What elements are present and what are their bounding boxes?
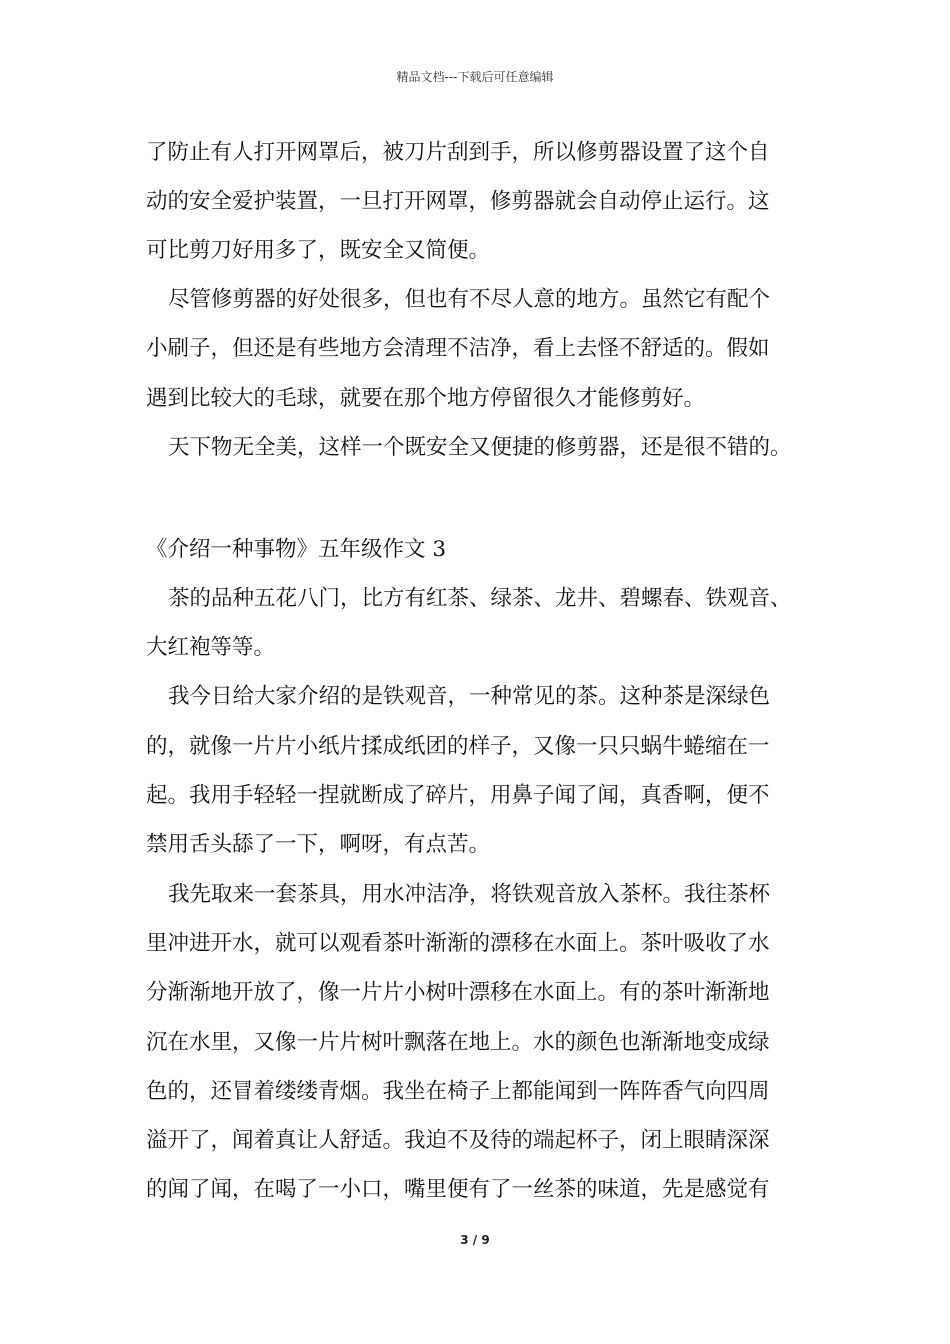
text-line: 了防止有人打开网罩后，被刀片刮到手，所以修剪器设置了这个自 — [146, 140, 770, 165]
page-header: 精品文档---下载后可任意编辑 — [396, 70, 554, 84]
paragraph-start-line: 我先取来一套茶具，用水冲洁净，将铁观音放入茶杯。我往茶杯 — [168, 882, 771, 907]
text-line: 起。我用手轻轻一捏就断成了碎片，用鼻子闻了闻，真香啊，便不 — [146, 783, 770, 808]
text-line: 遇到比较大的毛球，就要在那个地方停留很久才能修剪好。 — [146, 386, 706, 411]
text-line: 溢开了，闻着真让人舒适。我迫不及待的端起杯子，闭上眼睛深深 — [146, 1128, 770, 1153]
section-title: 《介绍一种事物》五年级作文 3 — [146, 537, 447, 562]
text-line: 分渐渐地开放了，像一片片小树叶漂移在水面上。有的茶叶渐渐地 — [146, 980, 770, 1005]
text-line: 里冲进开水，就可以观看茶叶渐渐的漂移在水面上。茶叶吸收了水 — [146, 931, 770, 956]
page-number: 3 / 9 — [460, 1233, 490, 1247]
text-line: 禁用舌头舔了一下，啊呀，有点苦。 — [146, 832, 491, 857]
text-line: 可比剪刀好用多了，既安全又简便。 — [146, 238, 491, 263]
text-line: 沉在水里，又像一片片树叶飘落在地上。水的颜色也渐渐地变成绿 — [146, 1030, 770, 1055]
text-line: 的闻了闻，在喝了一小口，嘴里便有了一丝茶的味道，先是感觉有 — [146, 1177, 770, 1202]
text-line: 色的，还冒着缕缕青烟。我坐在椅子上都能闻到一阵阵香气向四周 — [146, 1079, 770, 1104]
text-line: 小刷子，但还是有些地方会清理不洁净，看上去怪不舒适的。假如 — [146, 336, 770, 361]
paragraph-start-line: 我今日给大家介绍的是铁观音，一种常见的茶。这种茶是深绿色 — [168, 684, 771, 709]
paragraph-start-line: 尽管修剪器的好处很多，但也有不尽人意的地方。虽然它有配个 — [168, 287, 771, 312]
paragraph-start-line: 茶的品种五花八门，比方有红茶、绿茶、龙井、碧螺春、铁观音、 — [168, 586, 792, 611]
paragraph-start-line: 天下物无全美，这样一个既安全又便捷的修剪器，还是很不错的。 — [168, 435, 792, 460]
text-line: 的，就像一片片小纸片揉成纸团的样子，又像一只只蜗牛蜷缩在一 — [146, 734, 770, 759]
text-line: 动的安全爱护装置，一旦打开网罩，修剪器就会自动停止运行。这 — [146, 189, 770, 214]
text-line: 大红袍等等。 — [146, 635, 276, 660]
